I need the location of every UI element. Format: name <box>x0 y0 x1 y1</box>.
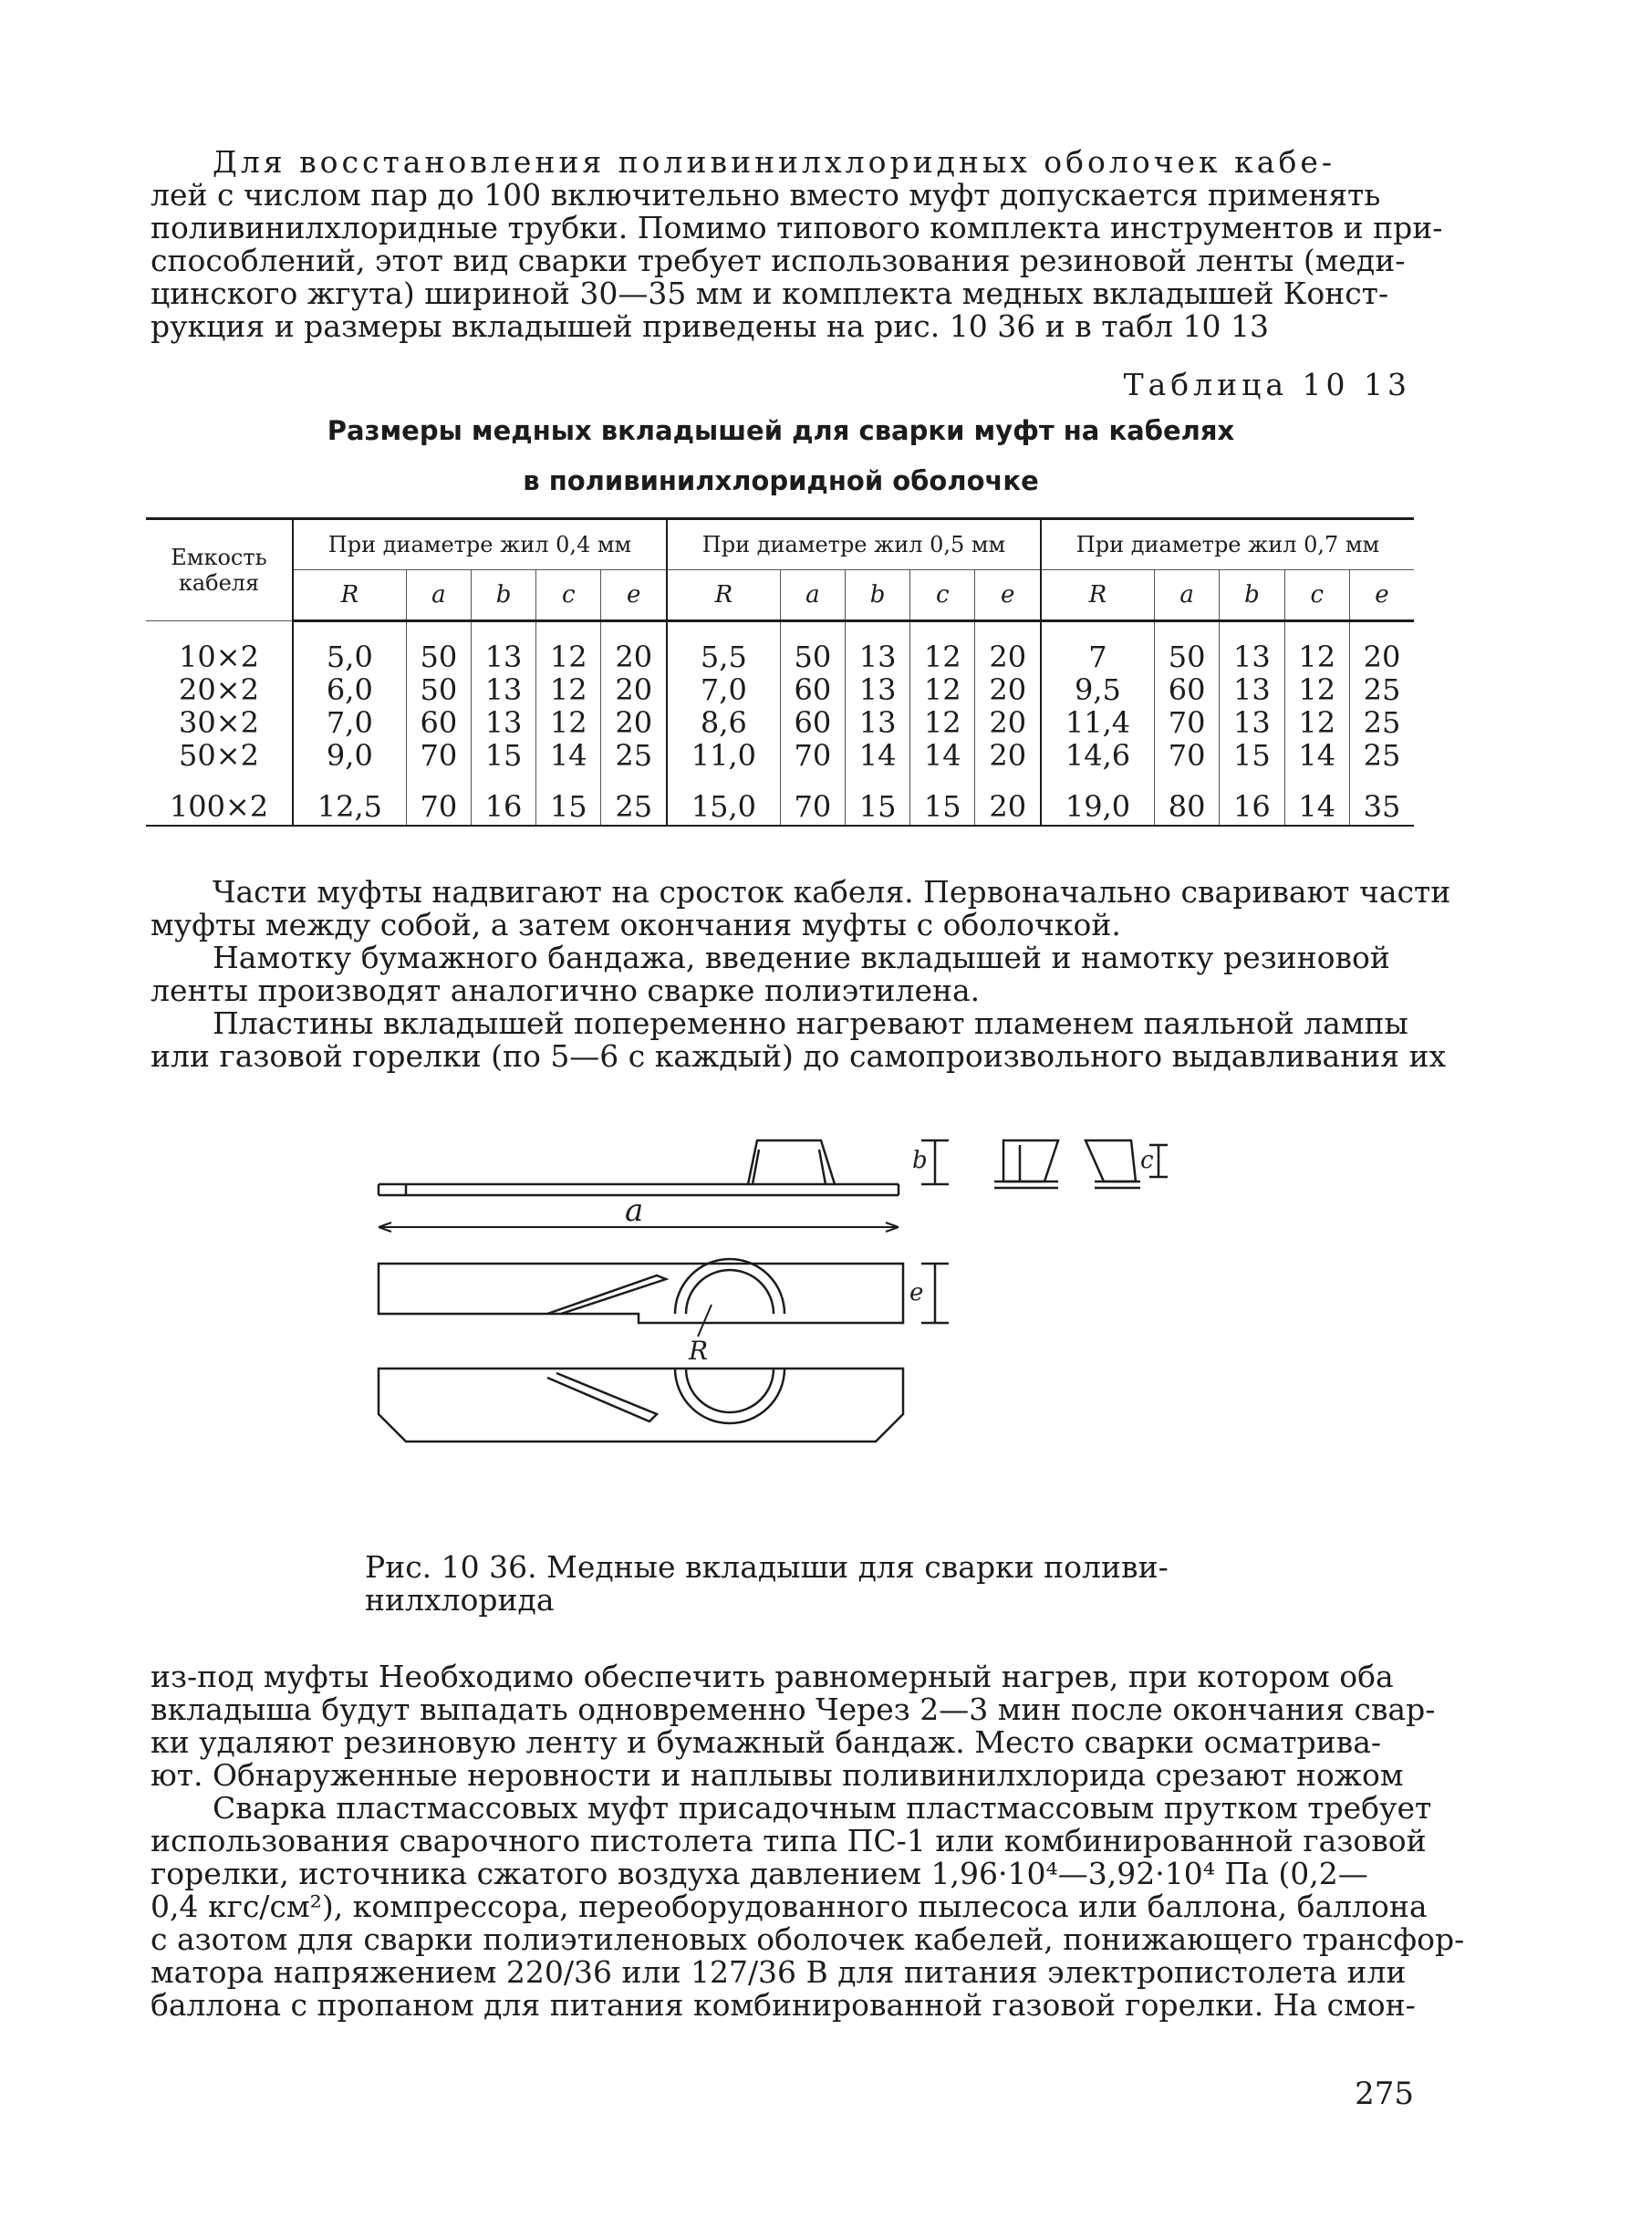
lower-insert-plan <box>379 1369 903 1442</box>
value-cell: 15 <box>1220 739 1284 772</box>
value-cell: 13 <box>471 673 535 706</box>
text-line: способлений, этот вид сварки требует использования резиновой ленты (меди- <box>151 243 1406 278</box>
text-line: муфты между собой, а затем окончания муфты с оболочкой. <box>151 907 1121 942</box>
text-line: Пластины вкладышей попеременно нагревают пламенем паяльной лампы <box>213 1005 1408 1041</box>
value-cell: 14,6 <box>1041 739 1154 772</box>
value-cell: 14 <box>910 739 975 772</box>
value-cell: 60 <box>780 706 845 739</box>
value-cell: 20 <box>989 672 1027 707</box>
group-header: При диаметре жил 0,4 мм <box>293 519 667 570</box>
text-line: из-под муфты Необходимо обеспечить равномерный нагрев, при котором оба <box>151 1659 1394 1694</box>
label-b: b <box>912 1147 928 1174</box>
value-cell: 60 <box>406 706 471 739</box>
subheader: e <box>975 570 1041 621</box>
value-cell: 25 <box>1363 672 1401 707</box>
table-subheader-row <box>146 570 1414 621</box>
value-cell: 12 <box>536 706 601 739</box>
capacity-cell: 100×2 <box>146 772 293 826</box>
value-cell: 35 <box>1349 772 1414 826</box>
value-cell: 25 <box>1363 705 1401 740</box>
value-cell: 80 <box>1154 772 1219 826</box>
table-title-line2: в поливинилхлоридной оболочке <box>523 465 1039 496</box>
text-line: матора напряжением 220/36 или 127/36 В для питания электропистолета или <box>151 1954 1407 1990</box>
side-view <box>379 1140 949 1232</box>
value-cell: 50 <box>780 621 845 674</box>
subheader: c <box>1284 570 1349 621</box>
value-cell: 12 <box>910 673 975 706</box>
text-line: 0,4 кгс/см²), компрессора, переоборудованного пылесоса или баллона, баллона <box>151 1889 1428 1924</box>
value-cell: 20 <box>989 640 1027 674</box>
value-cell: 20 <box>989 738 1027 773</box>
value-cell: 12 <box>536 621 601 674</box>
value-cell: 19,0 <box>1041 772 1154 826</box>
value-cell: 20 <box>975 772 1041 826</box>
text-line: рукция и размеры вкладышей приведены на рис. 10 36 и в табл 10 13 <box>151 308 1269 344</box>
subheader: a <box>406 570 471 621</box>
table-title-line1: Размеры медных вкладышей для сварки муфт на кабелях <box>327 415 1235 446</box>
value-cell: 12 <box>910 621 975 674</box>
capacity-cell: 50×2 <box>179 738 259 773</box>
value-cell: 60 <box>1154 673 1219 706</box>
text-line: Для восстановления поливинилхлоридных оболочек кабе- <box>213 144 1335 180</box>
subheader: c <box>910 570 975 621</box>
text-line: баллона с пропаном для питания комбинированной газовой горелки. На смон- <box>151 1987 1416 2023</box>
text-line: ки удаляют резиновую ленту и бумажный бандаж. Место сварки осматрива- <box>151 1724 1382 1760</box>
value-cell: 70 <box>406 772 471 826</box>
intro-paragraph <box>151 144 1443 344</box>
value-cell: 15 <box>910 772 975 826</box>
text-line: Части муфты надвигают на сросток кабеля. Первоначально сваривают части <box>213 874 1451 910</box>
figure-caption <box>365 1551 1259 1617</box>
value-cell: 14 <box>536 739 601 772</box>
subheader: R <box>667 570 780 621</box>
value-cell: 15 <box>536 772 601 826</box>
value-cell: 7 <box>1041 621 1154 674</box>
value-cell: 12 <box>1284 673 1349 706</box>
subheader: e <box>1349 570 1414 621</box>
upper-insert-plan <box>379 1259 949 1337</box>
text-line: Намотку бумажного бандажа, введение вкладышей и намотку резиновой <box>213 940 1390 975</box>
subheader: R <box>293 570 406 621</box>
subheader: b <box>845 570 909 621</box>
row-header: Емкость кабеля <box>146 519 293 621</box>
text-line: горелки, источника сжатого воздуха давлением 1,96·10⁴—3,92·10⁴ Па (0,2— <box>151 1856 1368 1891</box>
capacity-cell: 10×2 <box>179 639 259 674</box>
page-number: 275 <box>1355 2076 1414 2112</box>
text-line: с азотом для сварки полиэтиленовых оболочек кабелей, понижающего трансфор- <box>151 1921 1465 1957</box>
value-cell: 60 <box>780 673 845 706</box>
value-cell: 50 <box>406 673 471 706</box>
caption-line: Рис. 10 36. Медные вкладыши для сварки поливи- <box>365 1549 1169 1585</box>
text-line: цинского жгута) шириной 30—35 мм и комплекта медных вкладышей Конст- <box>151 276 1389 311</box>
value-cell: 15 <box>845 772 909 826</box>
value-cell: 25 <box>615 738 653 773</box>
text-line: использования сварочного пистолета типа ПС-1 или комбинированной газовой <box>151 1823 1427 1858</box>
label-a: a <box>625 1192 644 1229</box>
label-c: c <box>1140 1147 1154 1174</box>
subheader: b <box>1220 570 1284 621</box>
text-line: лей с числом пар до 100 включительно вместо муфт допускается применять <box>151 177 1381 213</box>
text-line: вкладыша будут выпадать одновременно Через 2—3 мин после окончания свар- <box>151 1692 1436 1727</box>
value-cell: 20 <box>615 640 653 674</box>
value-cell: 13 <box>845 706 909 739</box>
value-cell: 7,0 <box>293 706 406 739</box>
text-line: ленты производят аналогично сварке полиэтилена. <box>151 973 981 1008</box>
value-cell: 12 <box>1284 621 1349 674</box>
value-cell: 12 <box>1284 706 1349 739</box>
value-cell: 70 <box>780 772 845 826</box>
value-cell: 11,4 <box>1041 706 1154 739</box>
value-cell: 15 <box>471 739 535 772</box>
text-line: или газовой горелки (по 5—6 с каждый) до самопроизвольного выдавливания их <box>151 1038 1447 1074</box>
value-cell: 25 <box>1363 738 1401 773</box>
table-header-row <box>146 519 1414 570</box>
value-cell: 9,5 <box>1041 673 1154 706</box>
value-cell: 12 <box>536 673 601 706</box>
capacity-cell: 30×2 <box>179 705 259 740</box>
value-cell: 13 <box>845 621 909 674</box>
value-cell: 13 <box>1220 706 1284 739</box>
value-cell: 16 <box>471 772 535 826</box>
value-cell: 13 <box>1220 673 1284 706</box>
table-label: Таблица 10 13 <box>1123 367 1411 402</box>
value-cell: 13 <box>471 706 535 739</box>
table-body <box>146 621 1414 827</box>
subheader: e <box>601 570 667 621</box>
value-cell: 15,0 <box>667 772 780 826</box>
value-cell: 50 <box>406 621 471 674</box>
value-cell: 70 <box>1154 739 1219 772</box>
label-e: e <box>909 1279 924 1306</box>
value-cell: 14 <box>1284 772 1349 826</box>
value-cell: 13 <box>845 673 909 706</box>
value-cell: 12,5 <box>293 772 406 826</box>
value-cell: 13 <box>471 621 535 674</box>
subheader: b <box>471 570 535 621</box>
dimensions-table <box>146 517 1414 827</box>
value-cell: 14 <box>1284 739 1349 772</box>
value-cell: 6,0 <box>293 673 406 706</box>
subheader: a <box>1154 570 1219 621</box>
text-line: поливинилхлоридные трубки. Помимо типового комплекта инструментов и при- <box>151 210 1443 245</box>
text-line: ют. Обнаруженные неровности и наплывы поливинилхлорида срезают ножом <box>151 1757 1404 1793</box>
value-cell: 7,0 <box>667 673 780 706</box>
value-cell: 20 <box>989 705 1027 740</box>
value-cell: 20 <box>1363 640 1401 674</box>
paragraph-2 <box>151 874 1451 1074</box>
value-cell: 20 <box>615 705 653 740</box>
value-cell: 70 <box>406 739 471 772</box>
group-header: При диаметре жил 0,7 мм <box>1041 519 1414 570</box>
value-cell: 13 <box>1220 621 1284 674</box>
subheader: a <box>780 570 845 621</box>
value-cell: 9,0 <box>293 739 406 772</box>
value-cell: 5,5 <box>667 621 780 674</box>
table-row <box>146 673 1414 706</box>
value-cell: 70 <box>780 739 845 772</box>
value-cell: 11,0 <box>667 739 780 772</box>
subheader: R <box>1041 570 1154 621</box>
table-row <box>146 739 1414 772</box>
capacity-cell: 20×2 <box>179 672 259 707</box>
value-cell: 20 <box>615 672 653 707</box>
table-row <box>146 706 1414 739</box>
table-row <box>146 621 1414 674</box>
value-cell: 12 <box>910 706 975 739</box>
value-cell: 70 <box>1154 706 1219 739</box>
value-cell: 5,0 <box>293 621 406 674</box>
table-row <box>146 772 1414 826</box>
value-cell: 16 <box>1220 772 1284 826</box>
label-R: R <box>689 1336 709 1366</box>
subheader: c <box>536 570 601 621</box>
value-cell: 14 <box>845 739 909 772</box>
group-header: При диаметре жил 0,5 мм <box>667 519 1041 570</box>
paragraph-3 <box>151 1659 1465 2023</box>
value-cell: 8,6 <box>667 706 780 739</box>
inserts-drawing <box>365 1131 1204 1551</box>
caption-line: нилхлорида <box>365 1582 555 1618</box>
value-cell: 50 <box>1154 621 1219 674</box>
value-cell: 25 <box>601 772 667 826</box>
text-line: Сварка пластмассовых муфт присадочным пластмассовым прутком требует <box>213 1790 1432 1826</box>
